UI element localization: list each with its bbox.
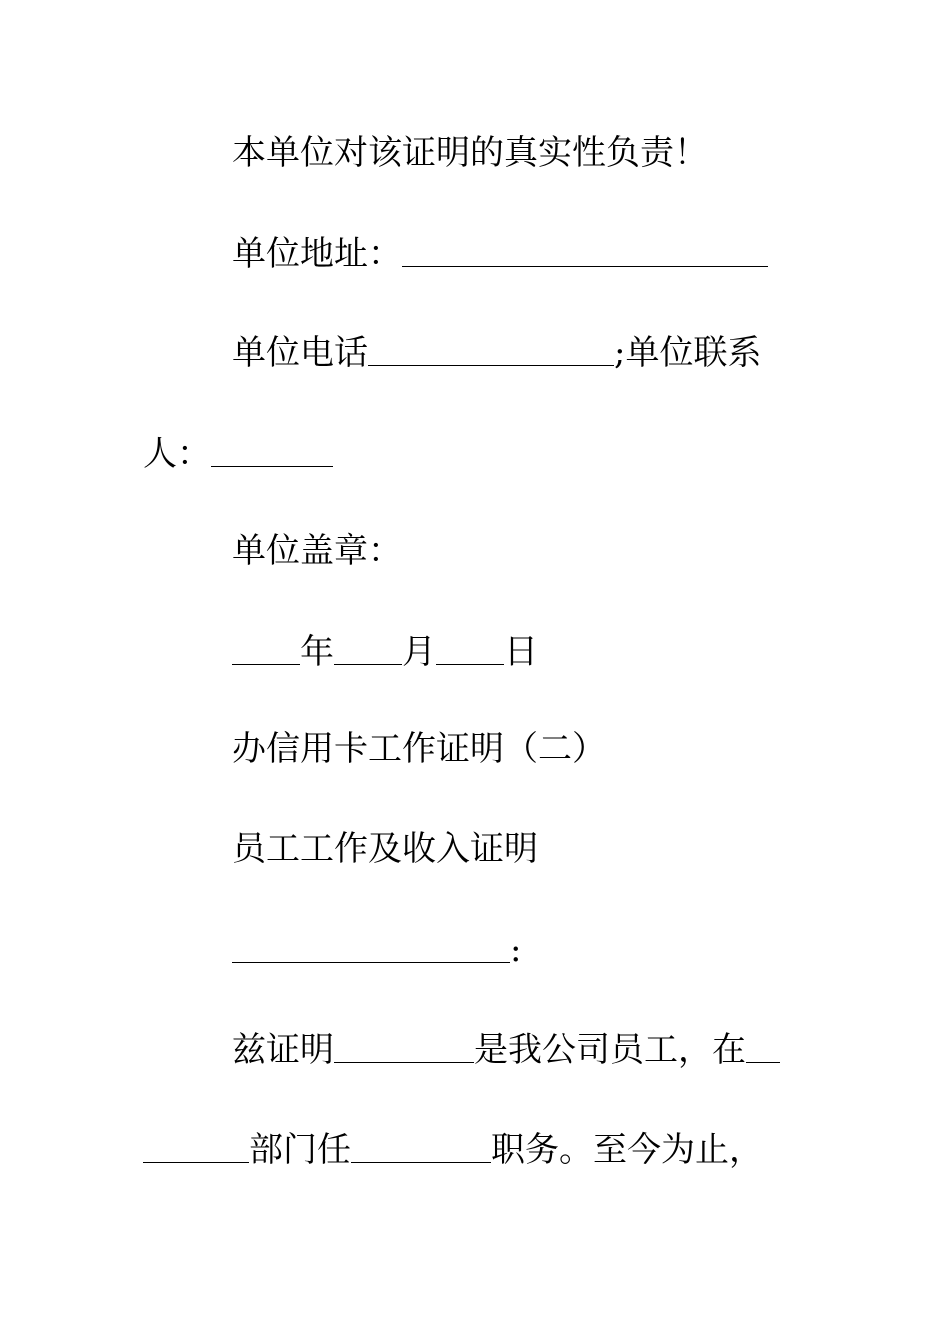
date-line — [232, 626, 538, 676]
year-label: 年 — [300, 632, 334, 672]
phone-label: 单位电话 — [232, 333, 368, 373]
address-blank[interactable] — [402, 230, 768, 267]
recipient-line — [232, 924, 521, 974]
employee-name-blank[interactable] — [334, 1026, 474, 1063]
statement-text: 本单位对该证明的真实性负责！ — [232, 133, 708, 173]
certify-label: 兹证明 — [232, 1030, 334, 1070]
phone-blank[interactable] — [368, 329, 614, 366]
contact-blank[interactable] — [211, 430, 333, 467]
contact-label-part1: ;单位联系 — [614, 333, 762, 373]
contact-label-part2: 人： — [143, 434, 211, 474]
day-blank[interactable] — [436, 628, 504, 665]
day-label: 日 — [504, 632, 538, 672]
year-blank[interactable] — [232, 628, 300, 665]
month-label: 月 — [402, 632, 436, 672]
phone-line — [232, 327, 761, 377]
employee-statement: 是我公司员工，在 — [474, 1030, 746, 1070]
month-blank[interactable] — [334, 628, 402, 665]
seal-label: 单位盖章： — [232, 531, 402, 571]
department-label: 部门任 — [249, 1130, 351, 1170]
contact-line — [143, 428, 333, 478]
address-line — [232, 228, 768, 278]
recipient-blank[interactable] — [232, 926, 510, 963]
seal-line — [232, 526, 402, 576]
recipient-colon: : — [510, 930, 522, 970]
certificate-subtitle — [232, 824, 538, 874]
position-blank[interactable] — [351, 1126, 491, 1163]
section-title — [232, 724, 606, 774]
address-label: 单位地址： — [232, 234, 402, 274]
department-blank-end[interactable] — [143, 1126, 249, 1163]
department-blank-start[interactable] — [746, 1026, 780, 1063]
position-line — [143, 1124, 763, 1174]
responsibility-statement — [232, 128, 708, 178]
certify-line — [232, 1024, 780, 1074]
position-label: 职务。至今为止， — [491, 1130, 763, 1170]
section-title-text: 办信用卡工作证明（二） — [232, 729, 606, 769]
certificate-subtitle-text: 员工工作及收入证明 — [232, 829, 538, 869]
